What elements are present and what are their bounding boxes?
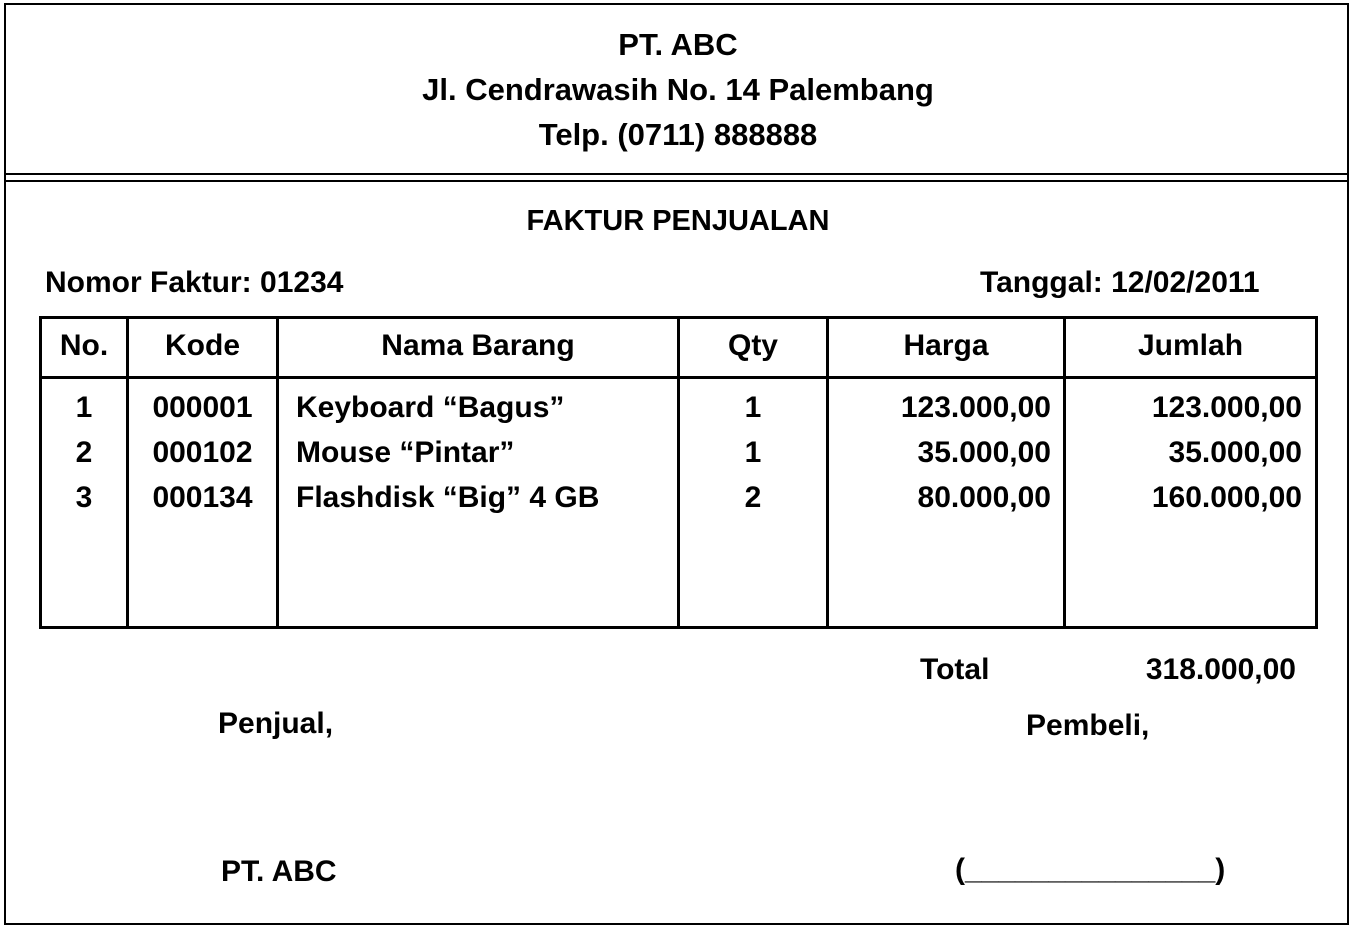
header-harga: Harga <box>903 329 989 362</box>
row-no: 2 <box>75 436 93 469</box>
invoice-number: Nomor Faktur: 01234 <box>45 266 344 299</box>
invoice-date: Tanggal: 12/02/2011 <box>980 266 1260 299</box>
header-divider-top <box>4 173 1349 175</box>
seller-name: PT. ABC <box>221 855 337 888</box>
row-qty: 1 <box>744 436 762 469</box>
company-address: Jl. Cendrawasih No. 14 Palembang <box>422 72 934 107</box>
total-label: Total <box>920 653 990 686</box>
row-jumlah: 35.000,00 <box>1168 436 1302 469</box>
header-no: No. <box>59 329 109 362</box>
buyer-label: Pembeli, <box>1026 709 1150 742</box>
header-kode: Kode <box>165 329 240 362</box>
row-qty: 2 <box>744 481 762 514</box>
row-jumlah: 160.000,00 <box>1151 481 1302 514</box>
invoice-title: FAKTUR PENJUALAN <box>526 205 830 237</box>
row-no: 1 <box>75 391 93 424</box>
row-nama: Keyboard “Bagus” <box>296 391 565 424</box>
header-qty: Qty <box>727 329 778 362</box>
row-nama: Mouse “Pintar” <box>296 436 515 469</box>
row-kode: 000134 <box>152 481 253 514</box>
total-value: 318.000,00 <box>1145 653 1296 686</box>
table-header-divider <box>39 376 1318 379</box>
row-harga: 123.000,00 <box>900 391 1051 424</box>
row-no: 3 <box>75 481 93 514</box>
row-jumlah: 123.000,00 <box>1151 391 1302 424</box>
header-nama-barang: Nama Barang <box>381 329 575 362</box>
company-phone: Telp. (0711) 888888 <box>538 117 818 152</box>
company-name: PT. ABC <box>618 27 738 62</box>
buyer-signature-blank: (_______________) <box>955 853 1226 886</box>
seller-label: Penjual, <box>218 707 334 740</box>
row-harga: 80.000,00 <box>917 481 1051 514</box>
row-kode: 000001 <box>152 391 253 424</box>
header-divider-bottom <box>4 180 1349 182</box>
row-kode: 000102 <box>152 436 253 469</box>
row-harga: 35.000,00 <box>917 436 1051 469</box>
header-jumlah: Jumlah <box>1137 329 1244 362</box>
row-qty: 1 <box>744 391 762 424</box>
row-nama: Flashdisk “Big” 4 GB <box>296 481 600 514</box>
